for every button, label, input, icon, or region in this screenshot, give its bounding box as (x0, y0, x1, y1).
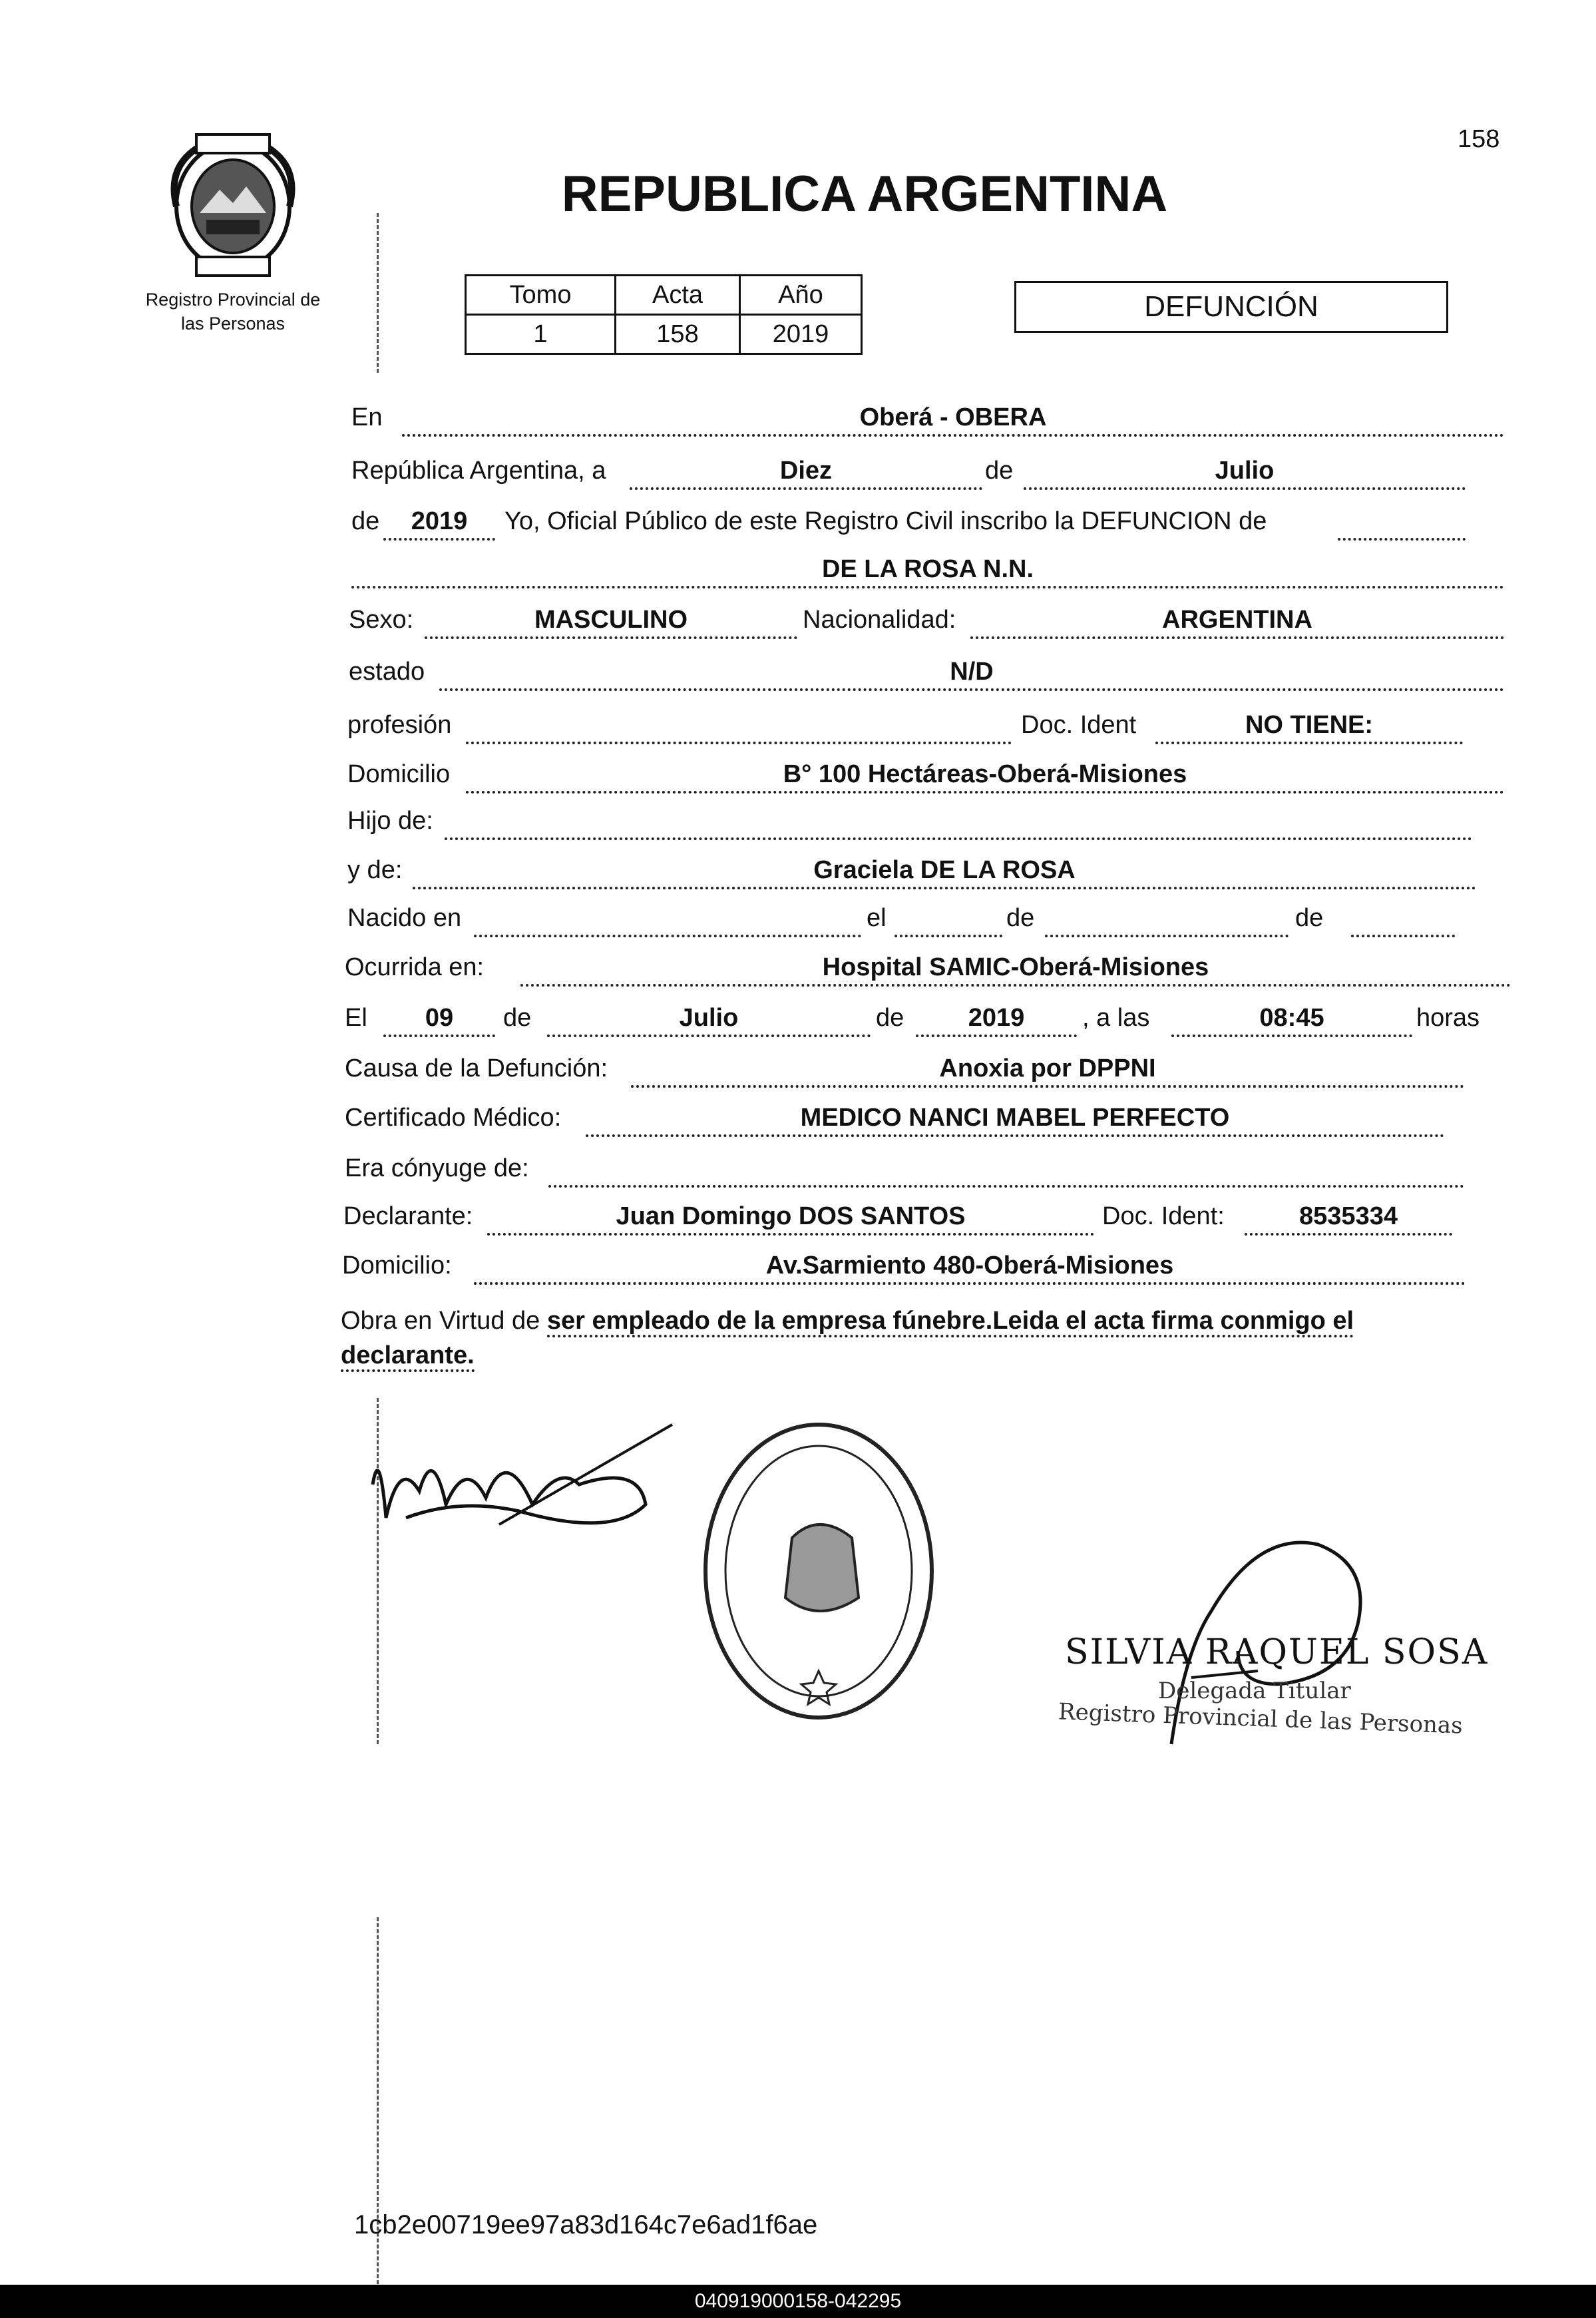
registry-line2: las Personas (180, 314, 286, 334)
domicilio-value: B° 100 Hectáreas-Oberá-Misiones (466, 760, 1504, 794)
registry-line1: Registro Provincial de (145, 290, 321, 310)
profesion-value (466, 711, 1012, 744)
death-month-value: Julio (547, 1004, 871, 1037)
causa-value: Anoxia por DPPNI (631, 1054, 1464, 1088)
day-value: Diez (630, 457, 982, 490)
footer-code: 040919000158-042295 (0, 2285, 1596, 2318)
hijo-label: Hijo de: (347, 807, 433, 835)
registry-stamp (692, 1411, 945, 1731)
en-label: En (351, 403, 383, 431)
de6-label: de (876, 1004, 904, 1032)
estado-label: estado (349, 658, 425, 686)
domicilio2-value: Av.Sarmiento 480-Oberá-Misiones (474, 1252, 1466, 1285)
estado-value: N/D (439, 658, 1504, 691)
birth-year-value (1351, 904, 1455, 937)
record-type: DEFUNCIÓN (1014, 281, 1448, 333)
ocurrida-label: Ocurrida en: (345, 953, 485, 981)
declarante-value: Juan Domingo DOS SANTOS (487, 1202, 1094, 1236)
closing-prefix: Obra en Virtud de (341, 1307, 540, 1335)
en-value: Oberá - OBERA (402, 403, 1504, 437)
tomo-header: Tomo (466, 276, 616, 315)
domicilio-label: Domicilio (347, 760, 451, 788)
ocurrida-value: Hospital SAMIC-Oberá-Misiones (520, 953, 1511, 987)
ano-header: Año (740, 276, 862, 315)
document-hash: 1cb2e00719ee97a83d164c7e6ad1f6ae (354, 2210, 818, 2239)
el1-label: el (867, 904, 887, 932)
conyuge-label: Era cónyuge de: (345, 1154, 529, 1182)
conyuge-value (548, 1154, 1464, 1188)
declarant-signature (359, 1405, 679, 1604)
doc-label: Doc. Ident (1021, 711, 1137, 739)
sexo-label: Sexo: (349, 606, 414, 634)
certificado-value: MEDICO NANCI MABEL PERFECTO (586, 1104, 1444, 1137)
acta-header: Acta (616, 276, 740, 315)
death-time-value: 08:45 (1171, 1004, 1412, 1037)
alas-label: , a las (1082, 1004, 1150, 1032)
de1-label: de (985, 457, 1014, 485)
declarante-label: Declarante: (343, 1202, 473, 1230)
doc-value: NO TIENE: (1155, 711, 1463, 744)
page-number: 158 (1458, 125, 1500, 153)
yo-trailing (1338, 507, 1466, 541)
yo-text: Yo, Oficial Público de este Registro Civil inscribo la DEFUNCION de (504, 507, 1267, 535)
signatory-role: Delegada Titular (1158, 1678, 1351, 1704)
signatory-name: SILVIA RAQUEL SOSA (1065, 1632, 1489, 1672)
de2-label: de (351, 507, 380, 535)
margin-line (377, 213, 379, 373)
nacido-label: Nacido en (347, 904, 462, 932)
profesion-label: profesión (347, 711, 452, 739)
certificado-label: Certificado Médico: (345, 1104, 562, 1132)
nacido-value (474, 904, 861, 937)
sexo-value: MASCULINO (425, 606, 797, 639)
el2-label: El (345, 1004, 367, 1032)
doc2-value: 8535334 (1245, 1202, 1452, 1236)
ano-value: 2019 (740, 315, 862, 354)
nacionalidad-value: ARGENTINA (970, 606, 1504, 639)
death-year-value: 2019 (916, 1004, 1077, 1037)
yde-value: Graciela DE LA ROSA (413, 856, 1476, 889)
closing-statement (341, 1303, 1492, 1373)
registry-label (100, 288, 366, 336)
year-value: 2019 (383, 507, 495, 541)
closing-text: ser empleado de la empresa fúnebre.Leida el acta firma conmigo el declarante. (341, 1307, 1354, 1372)
causa-label: Causa de la Defunción: (345, 1054, 608, 1082)
birth-day-value (895, 904, 1002, 937)
yde-label: y de: (347, 856, 403, 884)
domicilio2-label: Domicilio: (342, 1252, 452, 1279)
nacionalidad-label: Nacionalidad: (803, 606, 956, 634)
tomo-value: 1 (466, 315, 616, 354)
de4-label: de (1295, 904, 1324, 932)
hijo-value (445, 807, 1472, 840)
reference-table (465, 274, 863, 355)
reference-value-row (466, 315, 862, 354)
month-value: Julio (1024, 457, 1466, 490)
deceased-name: DE LA ROSA N.N. (351, 555, 1504, 588)
document-title: REPUBLICA ARGENTINA (561, 166, 1168, 222)
reference-header-row (466, 276, 862, 315)
de5-label: de (503, 1004, 532, 1032)
signatory-org: Registro Provincial de las Personas (1058, 1698, 1464, 1739)
acta-value: 158 (616, 315, 740, 354)
de3-label: de (1006, 904, 1035, 932)
death-day-value: 09 (383, 1004, 495, 1037)
doc2-label: Doc. Ident: (1102, 1202, 1225, 1230)
rep-label: República Argentina, a (351, 457, 606, 485)
horas-label: horas (1416, 1004, 1480, 1032)
birth-month-value (1045, 904, 1289, 937)
